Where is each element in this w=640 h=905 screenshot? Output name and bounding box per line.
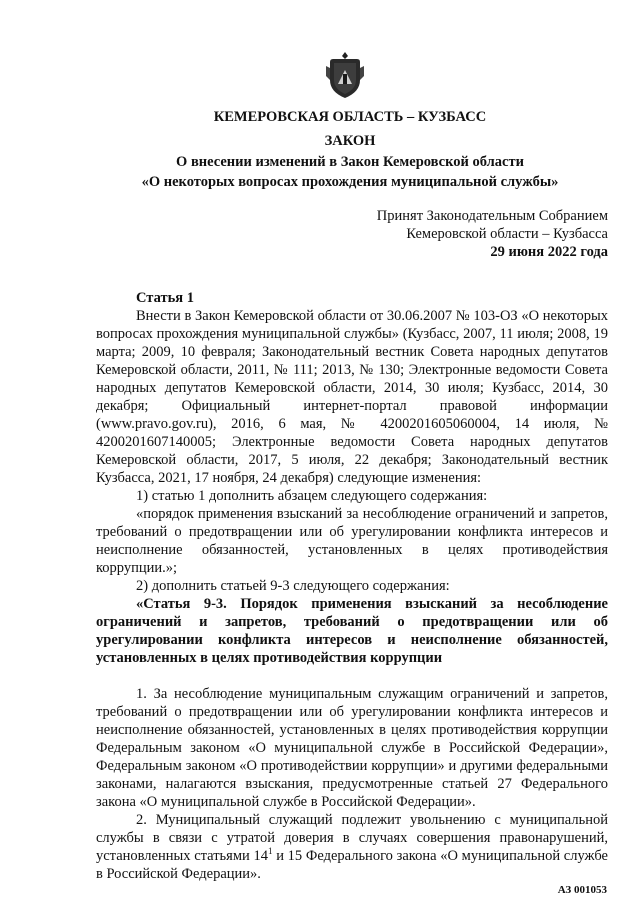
paragraph-2-end: и 15 Федерального закона «О муниципальной службе в Российской Федерации». <box>96 848 608 882</box>
coat-of-arms-icon <box>324 50 366 100</box>
law-title-line-2: «О некоторых вопросах прохождения муниципальной службы» <box>141 174 559 190</box>
new-article-title: «Статья 9-3. Порядок применения взысканий за несоблюдение ограничений и запретов, требований о предотвращении или об урегулировании конфликта интересов и неисполнение обязанностей, установленных в целях противодействия коррупции <box>96 596 608 666</box>
region-title: КЕМЕРОВСКАЯ ОБЛАСТЬ – КУЗБАСС <box>213 109 487 125</box>
adoption-line-1: Принят Законодательным Собранием <box>376 208 608 224</box>
document-type: ЗАКОН <box>324 133 376 149</box>
law-title-line-1: О внесении изменений в Закон Кемеровской области <box>176 154 524 170</box>
paragraph-1: 1. За несоблюдение муниципальным служащим ограничений и запретов, требований о предотвращении или об урегулировании конфликта интересов и неисполнение обязанностей, установленных в целях противодействия коррупции Федеральным законом «О муниципальной службе в Российской Федерации», Федеральным законом «О противодействии коррупции» и другими федеральными законами, налагаются взыскания, предусмотренные статьей 27 Федерального закона «О муниципальной службе в Российской Федерации». <box>96 686 608 810</box>
paragraph-2 <box>96 811 608 883</box>
item-1-text: «порядок применения взысканий за несоблюдение ограничений и запретов, требований о предотвращении или об урегулировании конфликта интересов и неисполнение обязанностей, установленных в целях противодействия коррупции.»; <box>96 506 608 576</box>
article-title: Статья 1 <box>136 290 194 306</box>
adoption-date: 29 июня 2022 года <box>490 244 608 260</box>
spacer <box>96 667 608 685</box>
article-superscript: 1 <box>267 846 273 857</box>
article-intro: Внести в Закон Кемеровской области от 30.06.2007 № 103-ОЗ «О некоторых вопросах прохождения муниципальной службы» (Кузбасс, 2007, 11 июля; 2008, 19 марта; 2009, 10 февраля; Законодательный вестник Совета народных депутатов Кемеровской области, 2011, № 111; 2013, № 130; Электронные ведомости Совета народных депутатов Кемеровской области, 2014, 30 июля; Кузбасс, 2014, 30 декабря; Официальный интернет-портал правовой информации (www.pravo.gov.ru), 2016, 6 мая, № 4200201605060004, 14 июля, № 4200201607140005; Электронные ведомости Совета народных депутатов Кемеровской области, 2017, 5 июля, 22 декабря; Законодательный вестник Кузбасса, 2021, 17 ноября, 24 декабря) следующие изменения: <box>96 308 608 486</box>
document-code: АЗ 001053 <box>557 884 607 896</box>
item-2: 2) дополнить статьей 9-3 следующего содержания: <box>136 578 450 594</box>
article-body <box>96 289 608 883</box>
paragraph-2-start: 2. Муниципальный служащий подлежит увольнению с муниципальной службы в связи с утратой доверия в случаях совершения правонарушений, установленных статьями 14 <box>96 812 608 864</box>
adoption-line-2: Кемеровской области – Кузбасса <box>406 226 608 242</box>
item-1: 1) статью 1 дополнить абзацем следующего содержания: <box>136 488 488 504</box>
